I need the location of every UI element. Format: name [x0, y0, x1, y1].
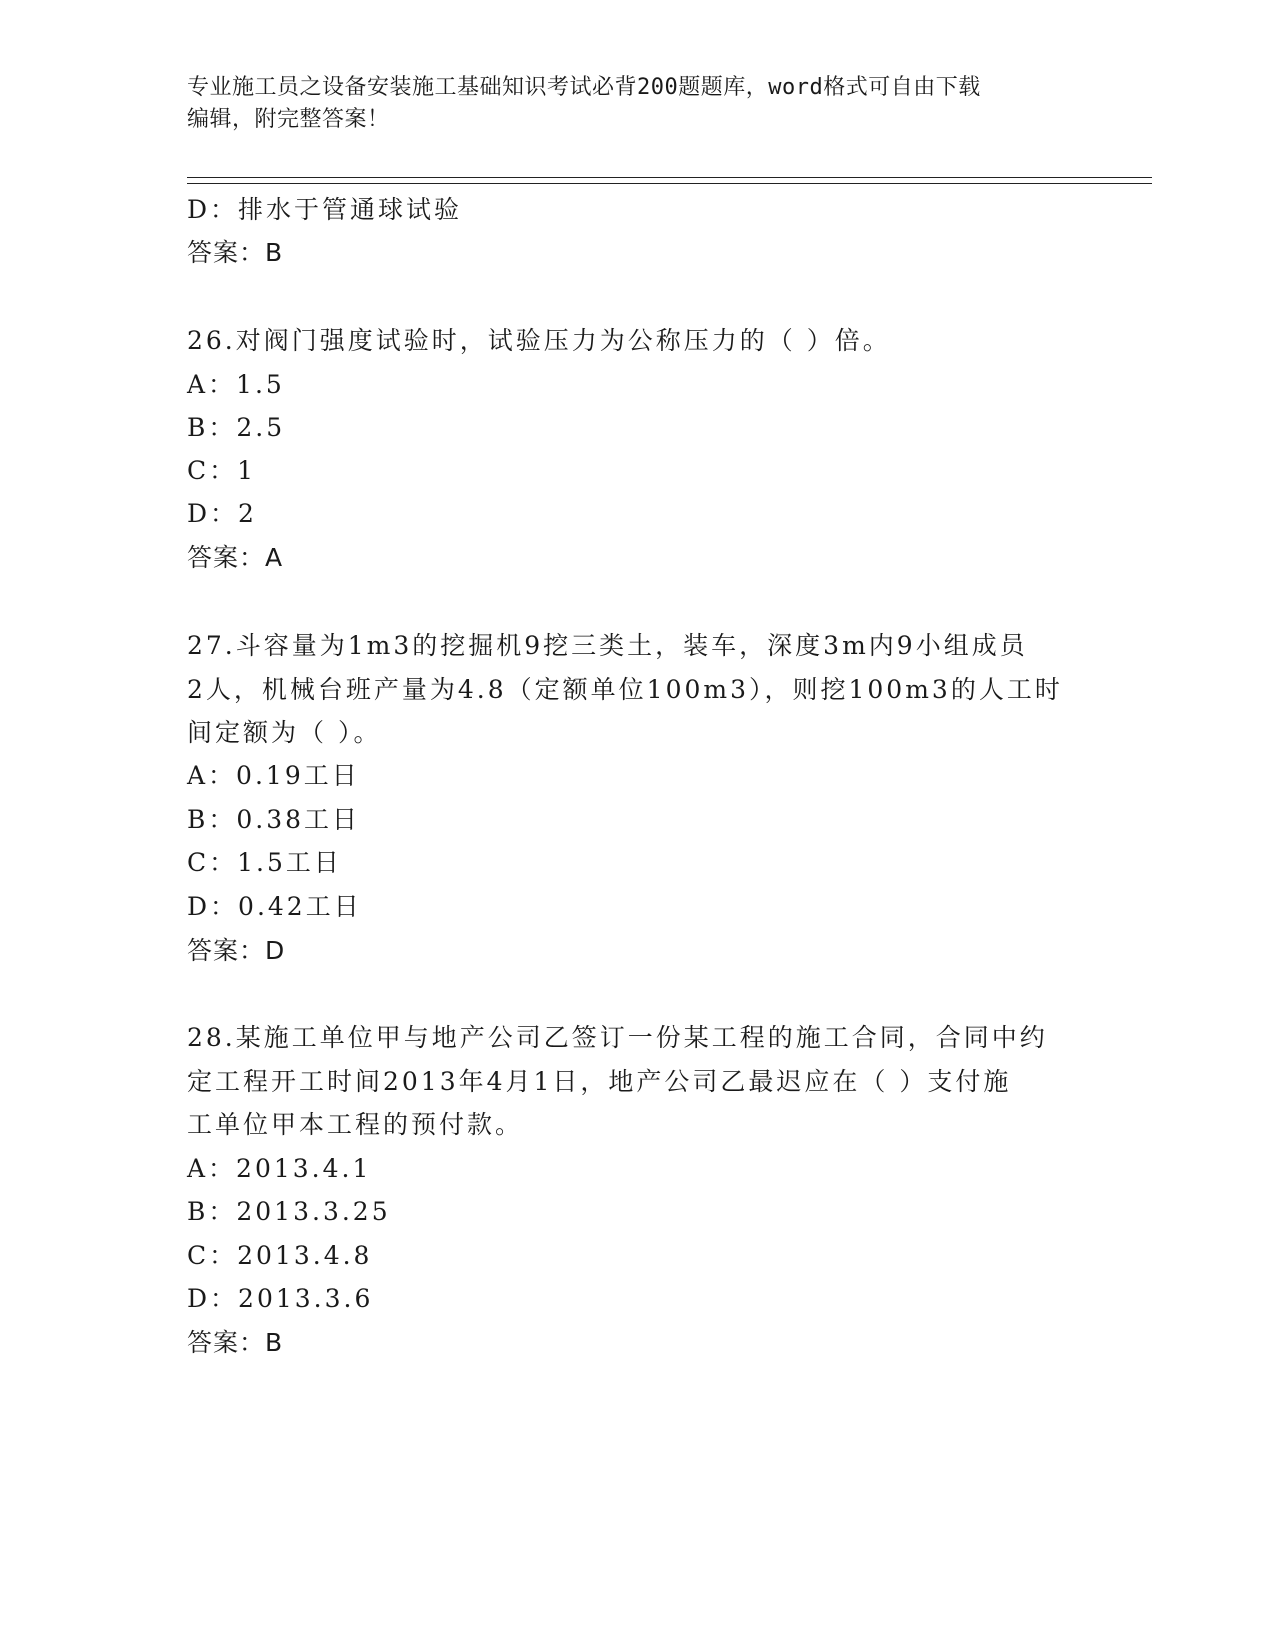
- option-d: D：0.42工日: [187, 892, 362, 921]
- question-stem: 工单位甲本工程的预付款。: [187, 1110, 524, 1139]
- question-stem: 26.对阀门强度试验时，试验压力为公称压力的（ ）倍。: [187, 326, 891, 355]
- answer-label: 答案：: [187, 1328, 266, 1357]
- header-title-line-1: 专业施工员之设备安装施工基础知识考试必背200题题库，word格式可自由下载: [187, 75, 981, 100]
- header-divider-bottom: [187, 183, 1152, 184]
- header-title-line-2: 编辑，附完整答案！: [187, 107, 390, 132]
- question-stem: 间定额为（ ）。: [187, 718, 382, 747]
- question-stem: 2人，机械台班产量为4.8（定额单位100m3），则挖100m3的人工时: [187, 675, 1063, 704]
- answer-label: 答案：: [187, 936, 266, 965]
- header-divider-top: [187, 177, 1152, 178]
- answer-label: 答案：: [187, 238, 266, 267]
- answer-line: [187, 233, 283, 269]
- answer-value: A: [265, 543, 284, 572]
- option-d: D：排水于管通球试验: [187, 195, 463, 224]
- option-d: D：2013.3.6: [187, 1284, 374, 1313]
- question-stem: 27.斗容量为1m3的挖掘机9挖三类土，装车，深度3m内9小组成员: [187, 631, 1028, 660]
- option-a: A：0.19工日: [187, 761, 360, 790]
- answer-line: [187, 931, 285, 967]
- option-c: C：2013.4.8: [187, 1241, 373, 1270]
- document-header: [187, 72, 1067, 136]
- answer-value: B: [265, 238, 284, 267]
- option-d: D：2: [187, 499, 257, 528]
- answer-line: [187, 1323, 283, 1359]
- option-a: A：1.5: [187, 370, 285, 399]
- question-stem: 定工程开工时间2013年4月1日，地产公司乙最迟应在（ ）支付施: [187, 1067, 1012, 1096]
- question-stem: 28.某施工单位甲与地产公司乙签订一份某工程的施工合同，合同中约: [187, 1023, 1048, 1052]
- option-b: B：2.5: [187, 413, 286, 442]
- answer-value: B: [265, 1328, 284, 1357]
- answer-label: 答案：: [187, 543, 266, 572]
- answer-line: [187, 538, 283, 574]
- option-c: C：1: [187, 456, 257, 485]
- answer-value: D: [265, 936, 286, 965]
- option-b: B：2013.3.25: [187, 1197, 391, 1226]
- option-a: A：2013.4.1: [187, 1154, 372, 1183]
- option-b: B：0.38工日: [187, 805, 361, 834]
- option-c: C：1.5工日: [187, 848, 342, 877]
